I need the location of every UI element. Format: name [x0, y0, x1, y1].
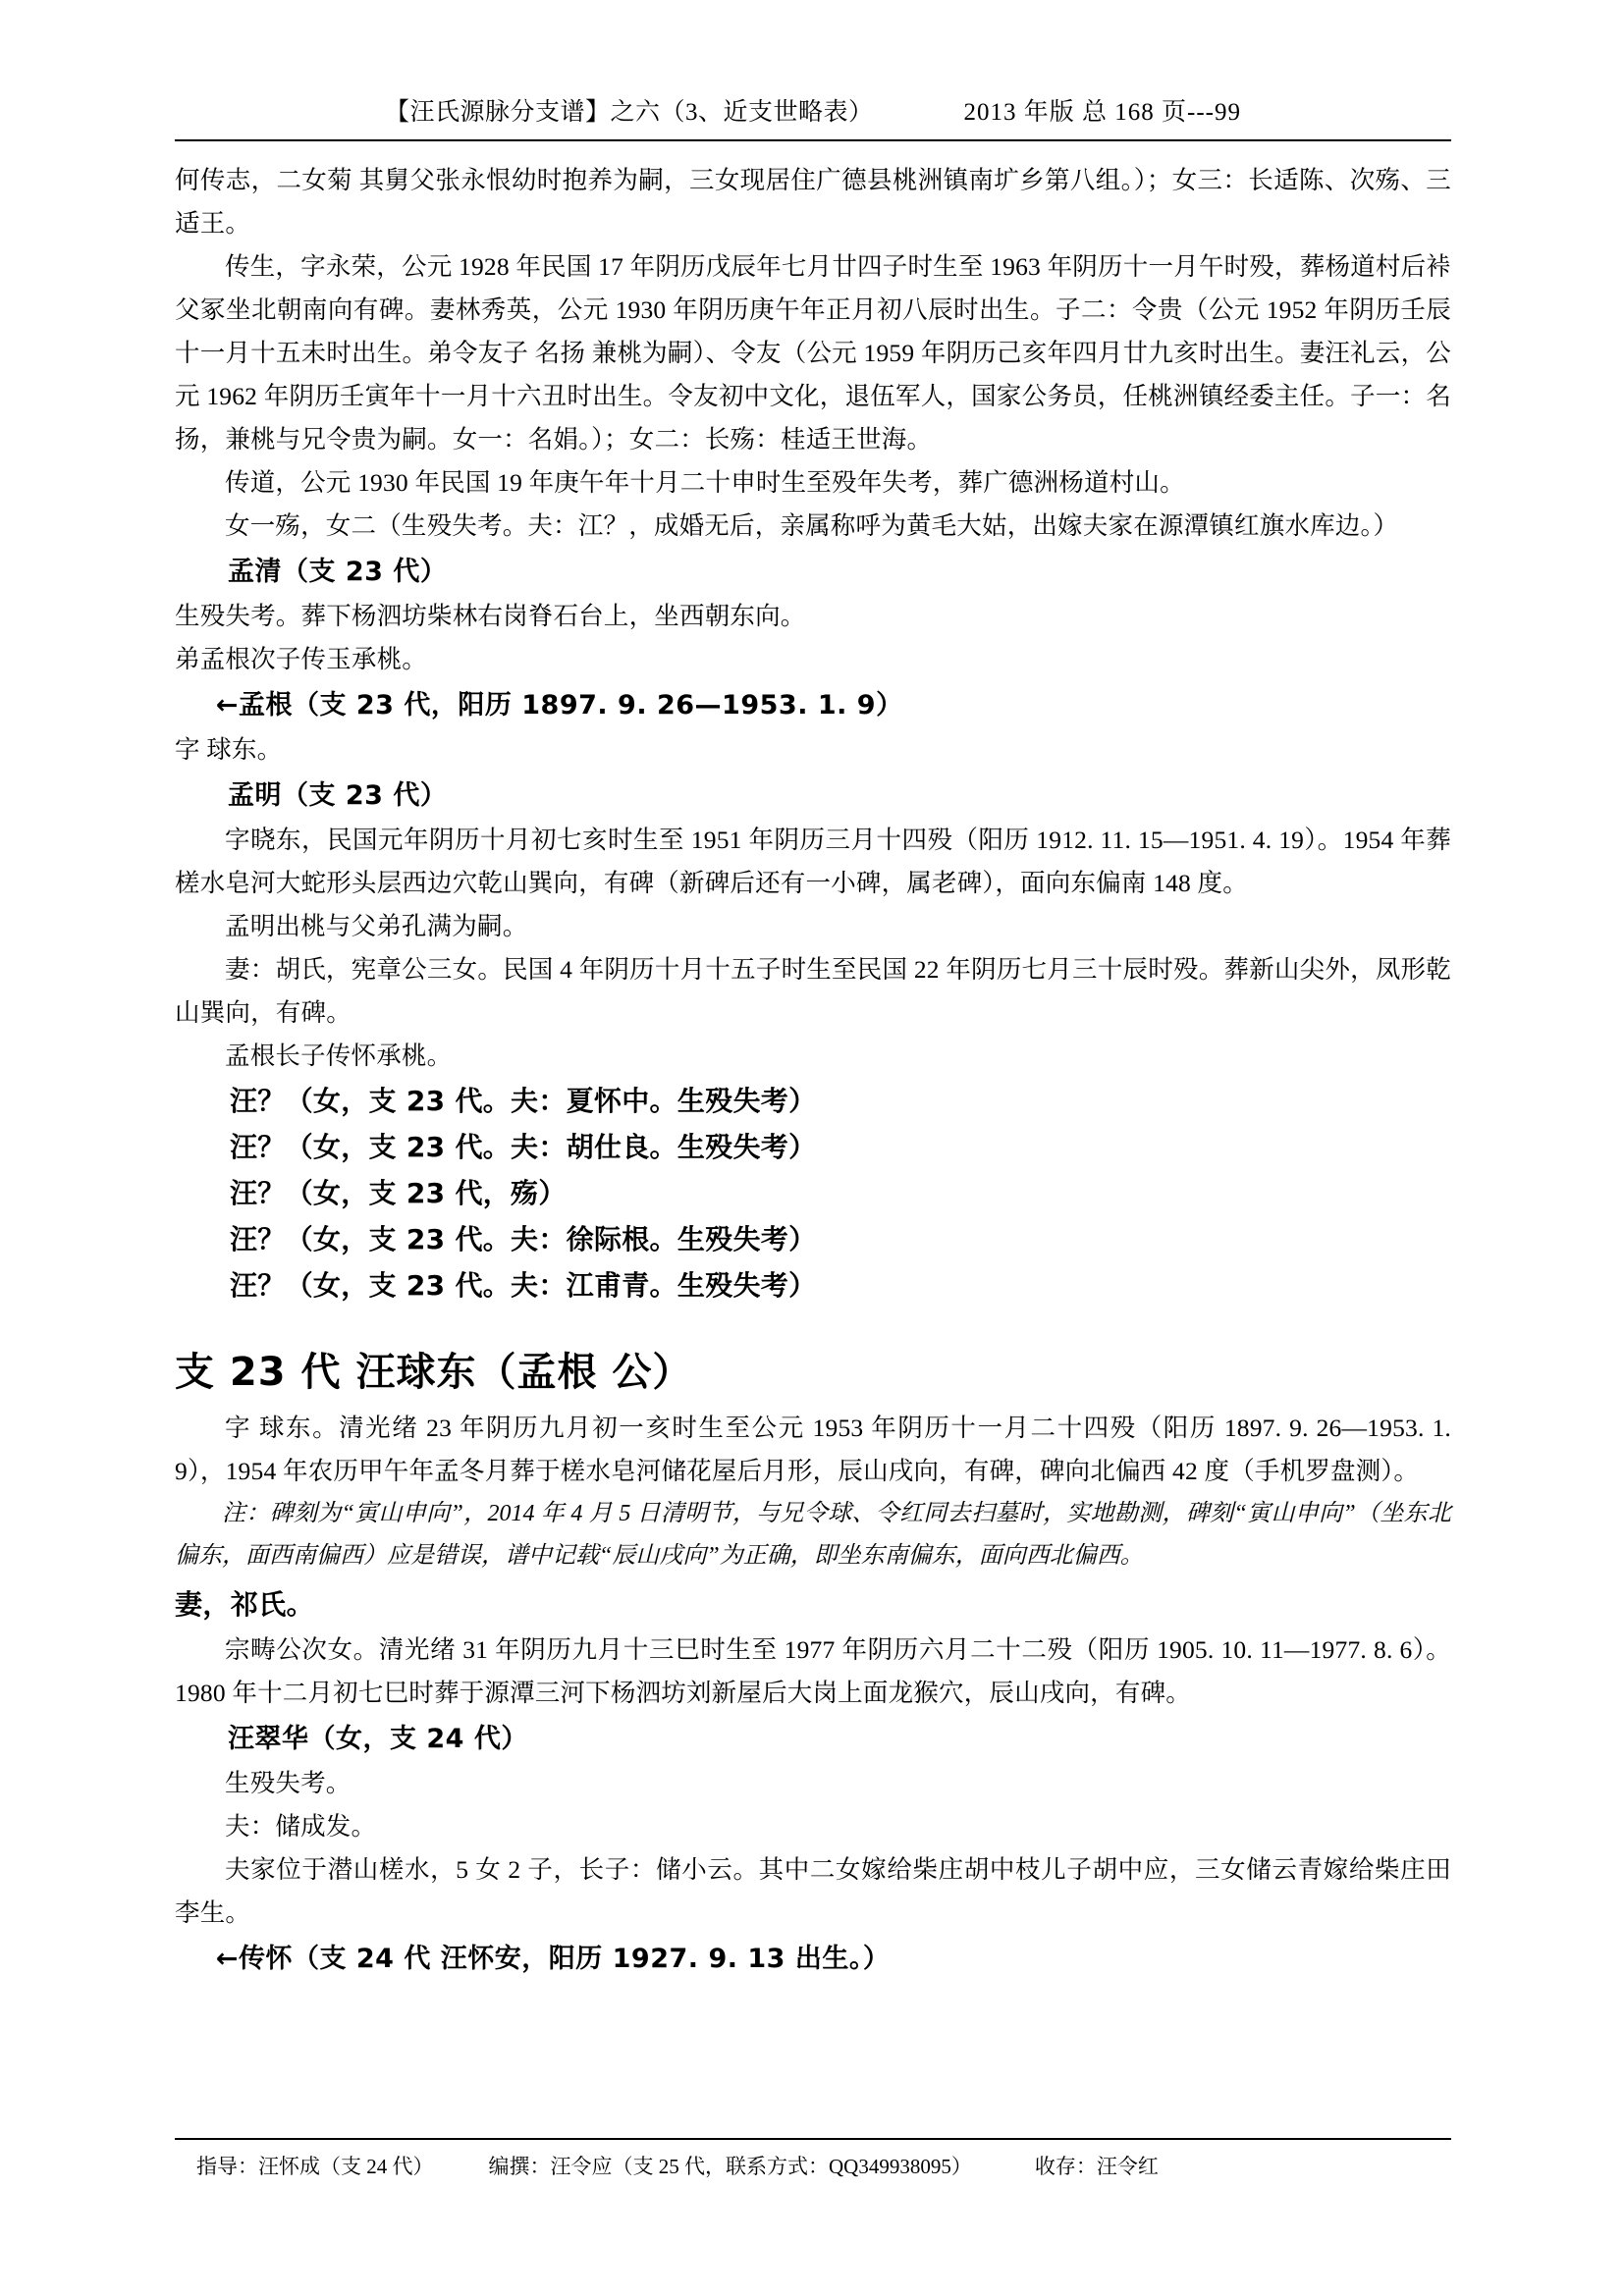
- paragraph-cuihua-life: 生殁失考。: [225, 1769, 352, 1797]
- heading-wife-qi: 妻，祁氏。: [175, 1588, 315, 1621]
- daughter-line: 汪？（女，支 23 代。夫：胡仕良。生殁失考）: [230, 1131, 817, 1163]
- paragraph-mengqing-heir: 弟孟根次子传玉承桃。: [175, 645, 428, 673]
- paragraph-cuihua-family: 夫家位于潜山槎水，5 女 2 子，长子：储小云。其中二女嫁给柴庄胡中枝儿子胡中应，三女储云青嫁给柴庄田李生。: [175, 1855, 1451, 1927]
- heading-mengqing: 孟清（支 23 代）: [228, 557, 448, 587]
- paragraph-wife-qi-life: 宗畴公次女。清光绪 31 年阴历九月十三巳时生至 1977 年阴历六月二十二殁（阳历 1905. 10. 11—1977. 8. 6）。1980 年十二月初七巳时葬于源潭三河下杨泗坊刘新屋后大岗上面龙猴穴，辰山戌向，有碑。: [175, 1635, 1451, 1707]
- footer-advisor: 指导：汪怀成（支 24 代）: [196, 2155, 434, 2178]
- header-rule: [175, 139, 1451, 141]
- paragraph-cuihua-husband: 夫：储成发。: [225, 1812, 377, 1841]
- paragraph-daughters-note: 女一殇，女二（生殁失考。夫：江？，成婚无后，亲属称呼为黄毛大姑，出嫁夫家在源潭镇红旗水库边。）: [225, 511, 1399, 540]
- paragraph-mengming-adoption: 孟明出桃与父弟孔满为嗣。: [225, 912, 528, 940]
- running-head: [175, 98, 1451, 139]
- paragraph-mengming-life: 字晓东，民国元年阴历十月初七亥时生至 1951 年阴历三月十四殁（阳历 1912. 11. 15—1951. 4. 19）。1954 年葬槎水皂河大蛇形头层西边穴乾山巽向，有碑（新碑后还有一小碑，属老碑），面向东偏南 148 度。: [175, 826, 1451, 897]
- daughter-line: 汪？（女，支 23 代，殇）: [230, 1177, 567, 1209]
- daughter-line: 汪？（女，支 23 代。夫：江甫青。生殁失考）: [230, 1269, 817, 1302]
- paragraph-note-inscription: 注：碑刻为“寅山申向”，2014 年 4 月 5 日清明节，与兄令球、令红同去扫墓时，实地勘测，碑刻“寅山申向”（坐东北偏东，面西南偏西）应是错误，谱中记载“辰山戌向”为正确，即坐东南偏东，面向西北偏西。: [175, 1501, 1451, 1569]
- section-title-wangqiudong: 支 23 代 汪球东（孟根 公）: [175, 1350, 693, 1395]
- page-footer: [175, 2138, 1451, 2180]
- page-content: [175, 98, 1451, 1982]
- paragraph-qiudong-life: 字 球东。清光绪 23 年阴历九月初一亥时生至公元 1953 年阴历十一月二十四殁（阳历 1897. 9. 26—1953. 1. 9），1954 年农历甲午年孟冬月葬于槎水皂河储花屋后月形，辰山戌向，有碑，碑向北偏西 42 度（手机罗盘测）。: [175, 1414, 1451, 1485]
- paragraph-menggen-style: 字 球东。: [175, 735, 283, 764]
- paragraph-mengming-wife: 妻：胡氏，宪章公三女。民国 4 年阴历十月十五子时生至民国 22 年阴历七月三十辰时殁。葬新山尖外，凤形乾山巽向，有碑。: [175, 955, 1451, 1027]
- paragraph-chuansheng: 传生，字永荣，公元 1928 年民国 17 年阴历戊辰年七月廿四子时生至 1963 年阴历十一月午时殁，葬杨道村后裃父冢坐北朝南向有碑。妻林秀英，公元 1930 年阴历庚午年正月初八辰时出生。子二：令贵（公元 1952 年阴历壬辰十一月十五未时出生。弟令友子 名扬 兼桃为嗣）、令友（公元 1959 年阴历己亥年四月廿九亥时出生。妻汪礼云，公元 1962 年阴历壬寅年十一月十六丑时出生。令友初中文化，退伍军人，国家公务员，任桃洲镇经委主任。子一：名扬，兼桃与兄令贵为嗣。女一：名娟。）；女二：长殇：桂适王世海。: [175, 252, 1451, 454]
- daughter-line: 汪？（女，支 23 代。夫：夏怀中。生殁失考）: [230, 1085, 817, 1117]
- paragraph-menggen-heir: 孟根长子传怀承桃。: [225, 1041, 453, 1070]
- paragraph-chuandao: 传道，公元 1930 年民国 19 年庚午年十月二十申时生至殁年失考，葬广德洲杨道村山。: [225, 468, 1185, 497]
- running-head-title: 【汪氏源脉分支谱】之六（3、近支世略表）: [385, 99, 874, 126]
- heading-wangcuihua: 汪翠华（女，支 24 代）: [228, 1724, 528, 1754]
- footer-keeper: 收存：汪令红: [1034, 2155, 1159, 2178]
- paragraph-1: 何传志，二女菊 其舅父张永恨幼时抱养为嗣，三女现居住广德县桃洲镇南圹乡第八组。）；女三：长适陈、次殇、三适王。: [175, 166, 1451, 238]
- heading-menggen: ←孟根（支 23 代，阳历 1897. 9. 26—1953. 1. 9）: [215, 690, 903, 721]
- footer-rule: [175, 2138, 1451, 2140]
- footer-credits: [175, 2154, 1451, 2180]
- heading-chuanhuai: ←传怀（支 24 代 汪怀安，阳历 1927. 9. 13 出生。）: [215, 1944, 891, 1974]
- paragraph-mengqing-burial: 生殁失考。葬下杨泗坊柴林右岗脊石台上，坐西朝东向。: [175, 602, 806, 630]
- running-head-edition: 2013 年版 总 168 页---99: [963, 99, 1241, 126]
- heading-mengming: 孟明（支 23 代）: [228, 780, 448, 811]
- daughter-line: 汪？（女，支 23 代。夫：徐际根。生殁失考）: [230, 1223, 817, 1255]
- footer-editor: 编撰：汪令应（支 25 代，联系方式：QQ349938095）: [488, 2155, 972, 2178]
